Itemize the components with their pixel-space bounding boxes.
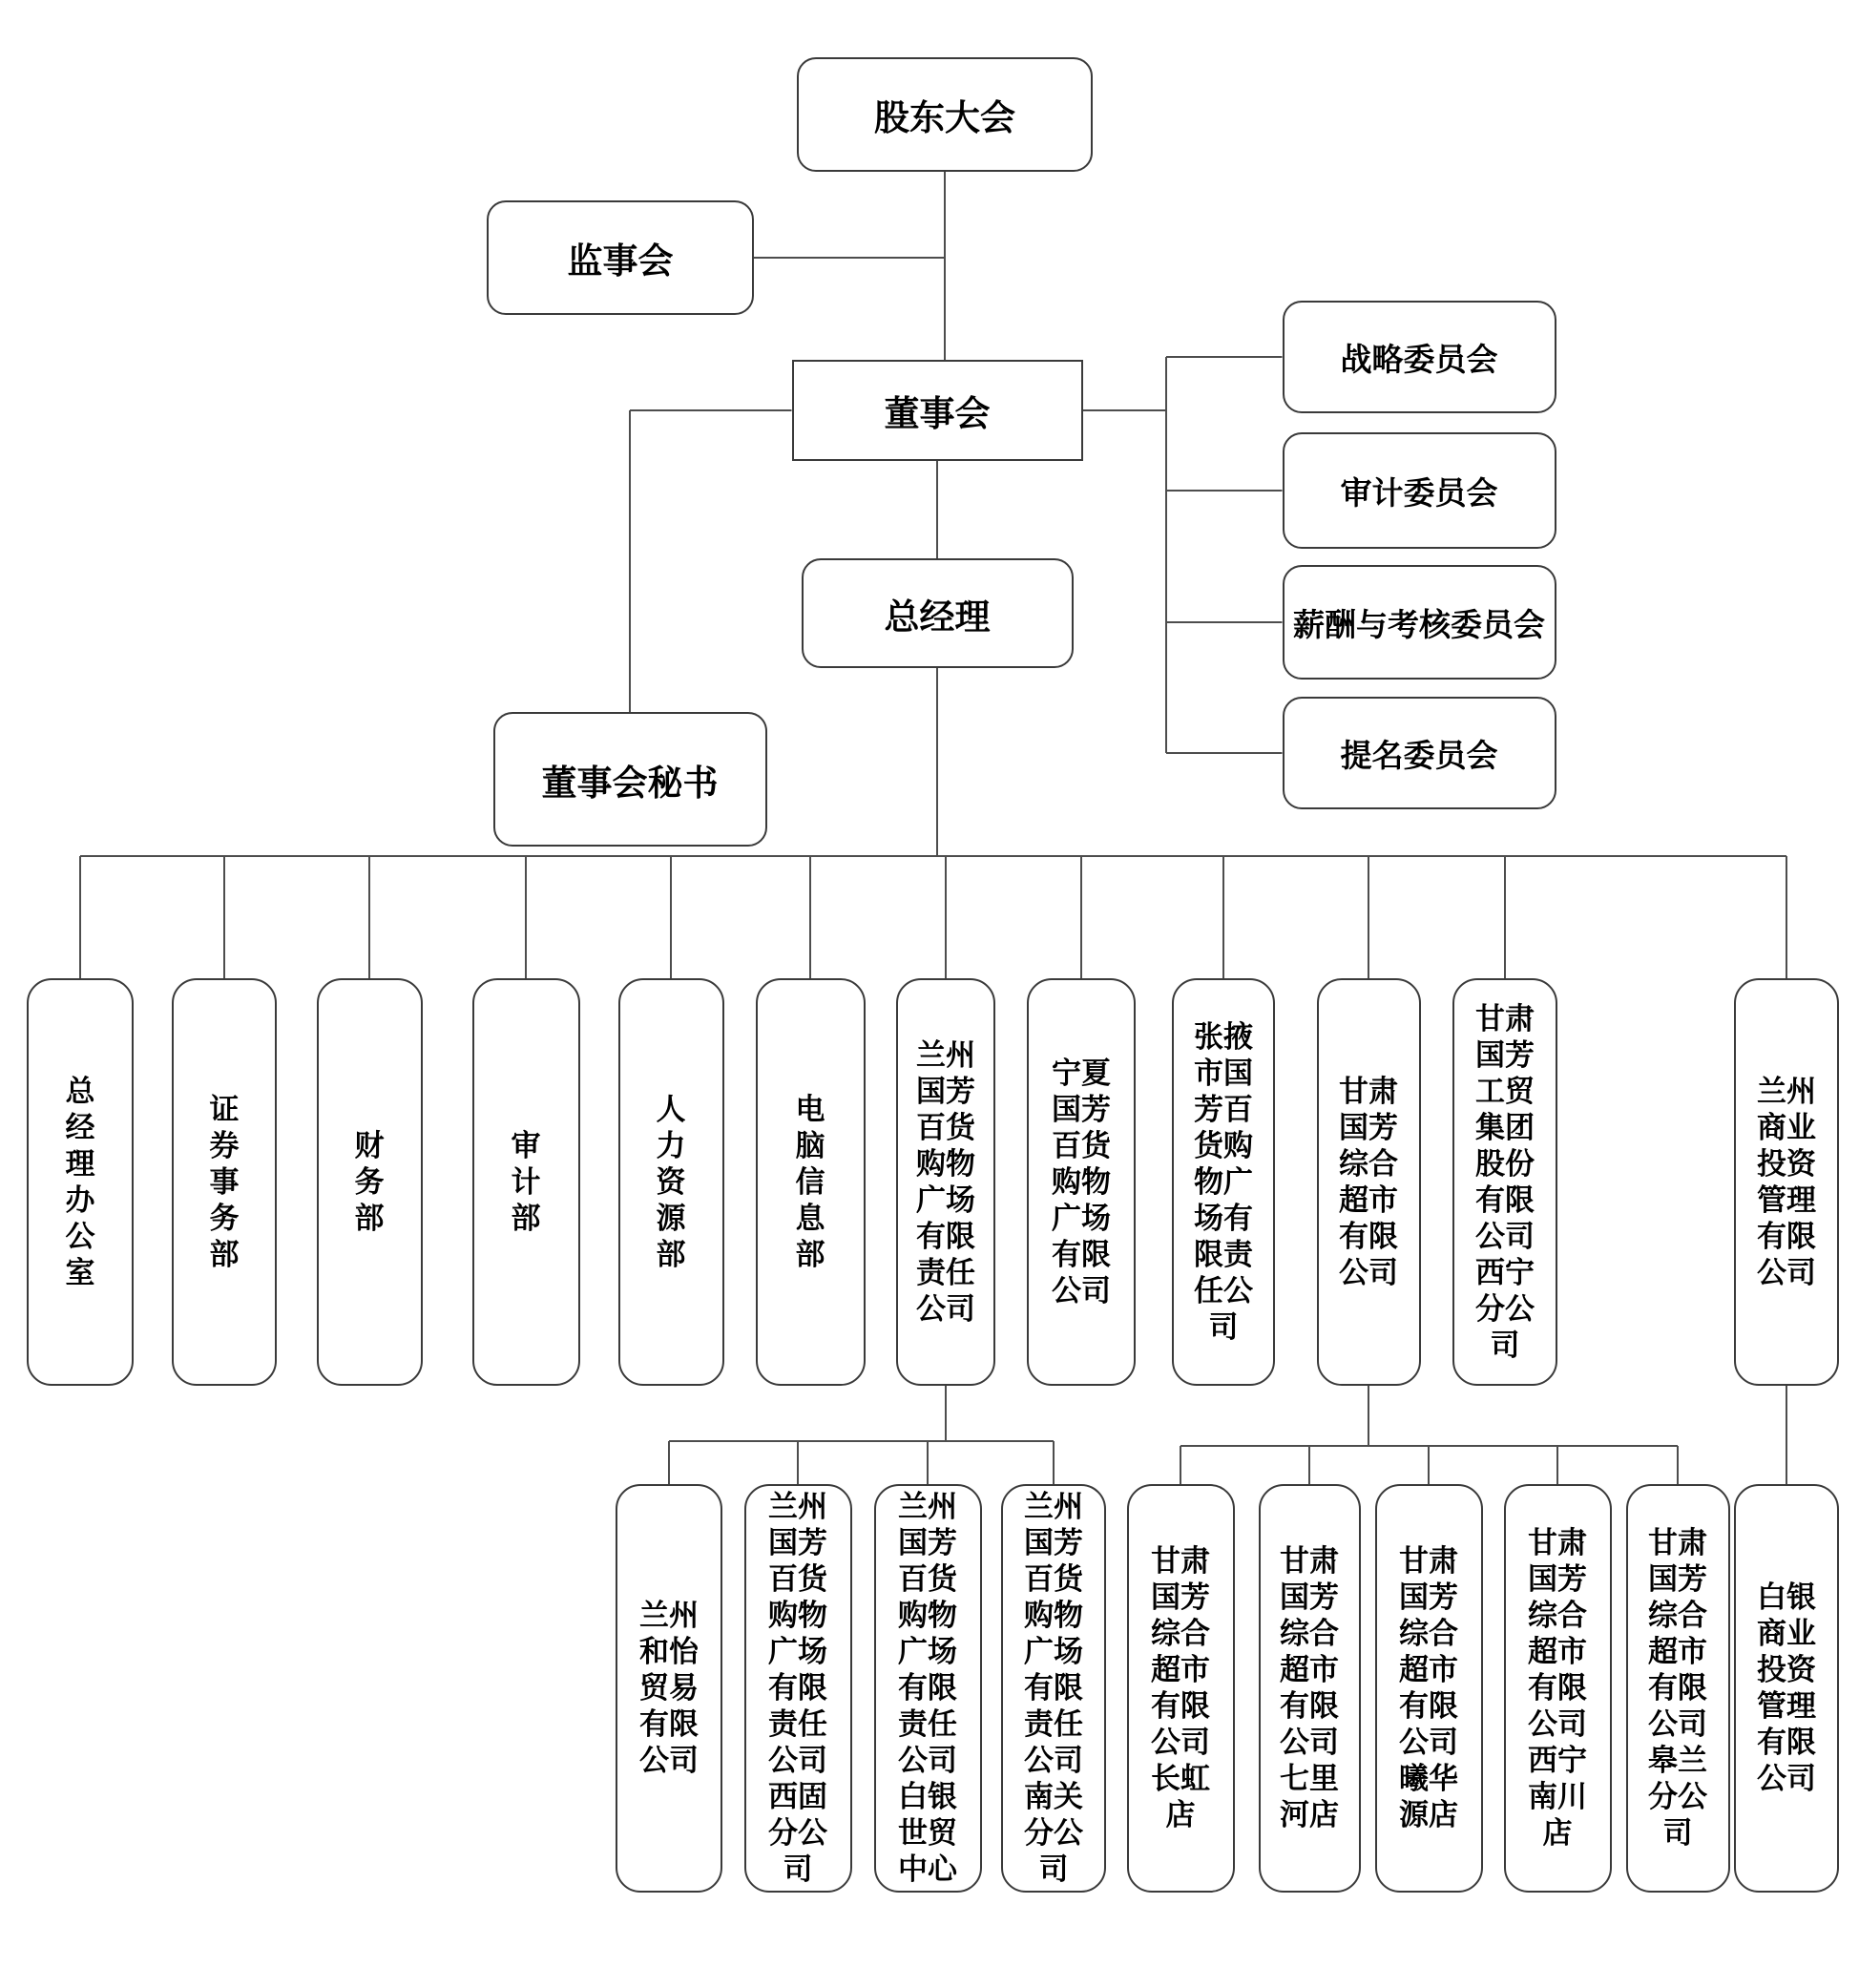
node-label: 甘肃国芳综合超市有限公司长虹店 (1151, 1544, 1210, 1832)
node-dept-audit (472, 978, 580, 1386)
node-label: 监事会 (567, 241, 674, 282)
node-sub2-xining-nanchuan-store (1504, 1484, 1612, 1893)
node-sub2-baiyin-world-trade-center (874, 1484, 982, 1893)
node-label: 财务部 (354, 1128, 385, 1236)
node-dept-human-resources (618, 978, 724, 1386)
node-label: 白银商业投资管理有限公司 (1757, 1580, 1816, 1796)
node-dept-gm-office (27, 978, 134, 1386)
node-label: 甘肃国芳工贸集团股份有限公司西宁分公司 (1475, 1001, 1535, 1363)
node-label: 甘肃国芳综合超市有限公司皋兰分公司 (1648, 1526, 1707, 1851)
node-strategy-committee (1283, 301, 1556, 413)
node-label: 宁夏国芳百货购物广场有限公司 (1052, 1056, 1111, 1308)
node-sub2-xihuayuan-store (1375, 1484, 1483, 1893)
node-label: 兰州商业投资管理有限公司 (1757, 1074, 1816, 1290)
node-sub-lanzhou-business-investment (1734, 978, 1839, 1386)
node-label: 张掖市国芳百货购物广场有限责任公司 (1194, 1019, 1253, 1345)
node-nomination-committee (1283, 697, 1556, 809)
node-label: 薪酬与考核委员会 (1293, 605, 1545, 643)
node-dept-securities-affairs (172, 978, 277, 1386)
node-board-secretary (493, 712, 767, 847)
node-label: 审计部 (511, 1128, 541, 1236)
node-sub2-baiyin-business-investment (1734, 1484, 1839, 1893)
node-audit-committee (1283, 432, 1556, 549)
node-sub-ningxia-guofang (1027, 978, 1136, 1386)
node-sub-gansu-guofang-supermarket (1317, 978, 1421, 1386)
node-label: 董事会 (884, 393, 991, 434)
node-label: 甘肃国芳综合超市有限公司西宁南川店 (1528, 1526, 1587, 1851)
node-label: 甘肃国芳综合超市有限公司曦华源店 (1399, 1544, 1458, 1832)
node-label: 审计委员会 (1340, 473, 1498, 512)
node-board-of-directors (792, 360, 1083, 461)
node-label: 甘肃国芳综合超市有限公司 (1339, 1074, 1398, 1290)
node-dept-computer-information (756, 978, 866, 1386)
node-sub-zhangye-guofang (1172, 978, 1275, 1386)
node-label: 总经理 (884, 596, 991, 638)
node-sub2-qilihe-store (1259, 1484, 1361, 1893)
node-label: 兰州国芳百货购物广场有限责任公司南关分公司 (1024, 1490, 1083, 1887)
node-sub-lanzhou-guofang-dept-store (896, 978, 995, 1386)
node-sub2-changhong-store (1127, 1484, 1235, 1893)
node-label: 总经理办公室 (65, 1074, 95, 1290)
node-label: 兰州和怡贸易有限公司 (639, 1599, 699, 1778)
node-general-manager (802, 558, 1074, 668)
node-sub2-nanguan-branch (1001, 1484, 1106, 1893)
node-label: 兰州国芳百货购物广场有限责任公司 (916, 1037, 975, 1327)
node-label: 提名委员会 (1340, 736, 1498, 774)
node-label: 战略委员会 (1340, 340, 1498, 378)
node-label: 证券事务部 (209, 1092, 240, 1272)
node-label: 人力资源部 (656, 1092, 686, 1272)
node-compensation-assessment-committee (1283, 565, 1556, 680)
node-sub2-gaolan-branch (1626, 1484, 1730, 1893)
node-label: 董事会秘书 (541, 762, 719, 804)
node-sub2-lanzhou-heyi-trading (616, 1484, 722, 1893)
node-label: 兰州国芳百货购物广场有限责任公司西固分公司 (768, 1490, 827, 1887)
node-label: 兰州国芳百货购物广场有限责任公司白银世贸中心 (898, 1490, 957, 1887)
node-label: 股东大会 (874, 97, 1015, 138)
node-shareholders-meeting (797, 57, 1093, 172)
node-dept-finance (317, 978, 423, 1386)
node-label: 甘肃国芳综合超市有限公司七里河店 (1280, 1544, 1339, 1832)
node-sub2-xigu-branch (744, 1484, 852, 1893)
node-sub-gansu-guofang-xining-branch (1452, 978, 1557, 1386)
node-label: 电脑信息部 (795, 1092, 825, 1272)
node-supervisory-board (487, 200, 754, 315)
